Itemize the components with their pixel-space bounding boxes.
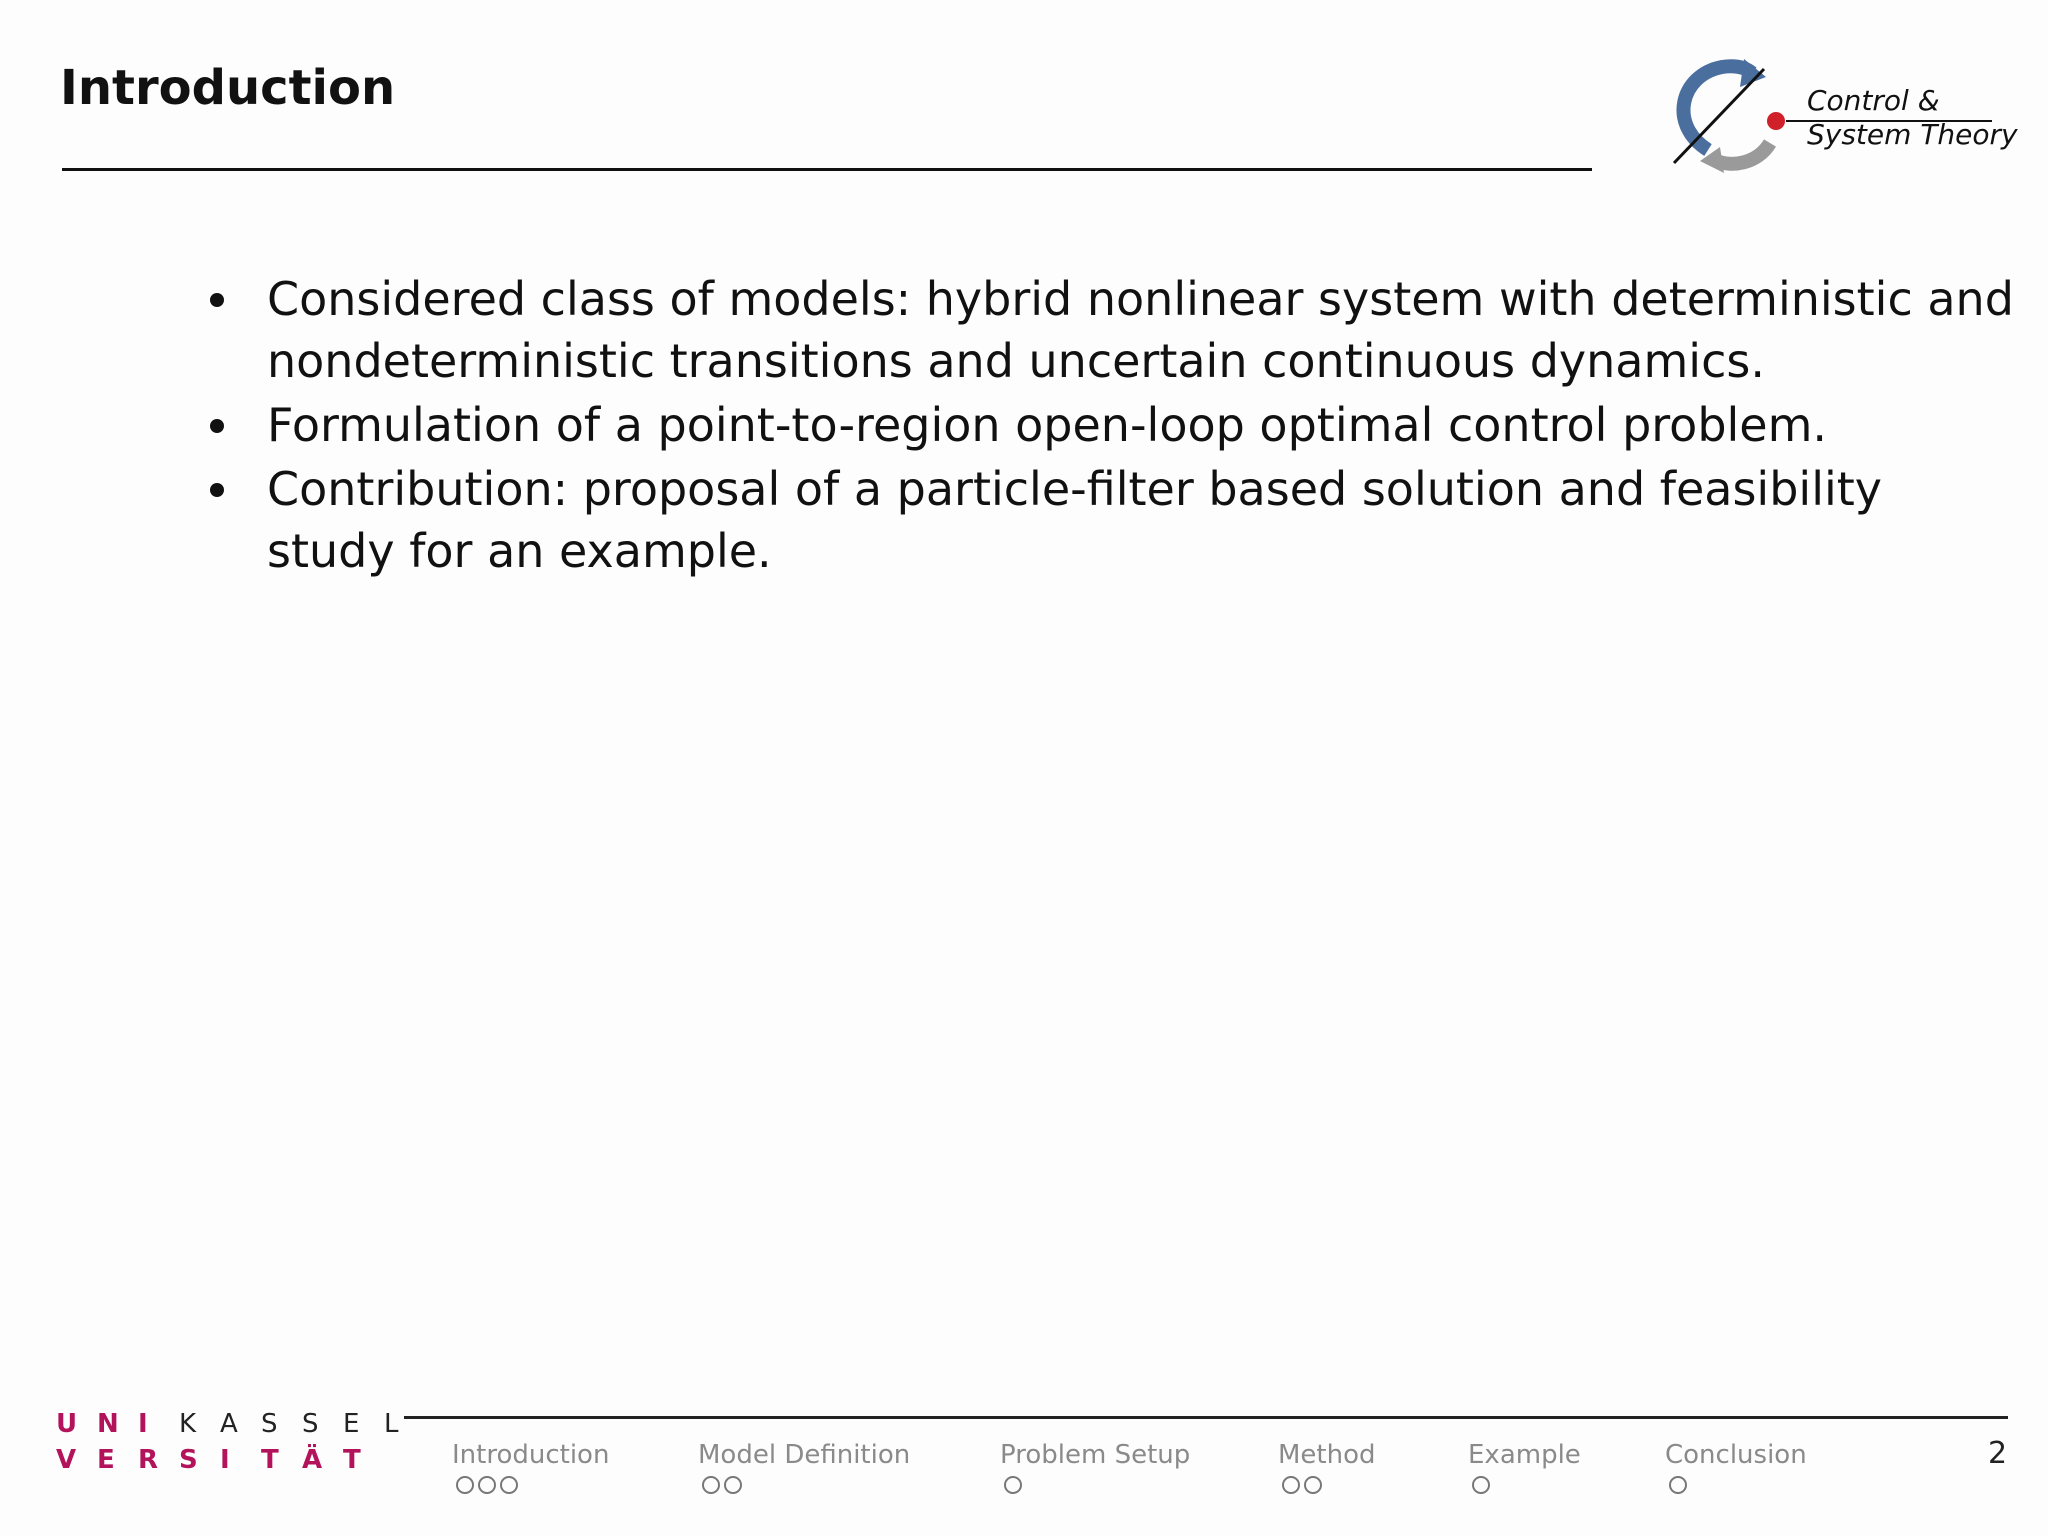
logo-letter: E bbox=[97, 1445, 115, 1475]
bullet-list bbox=[200, 268, 2014, 584]
university-logo-row1 bbox=[56, 1406, 425, 1442]
nav-dots bbox=[1472, 1476, 1581, 1494]
logo-letter: S bbox=[261, 1409, 278, 1439]
logo-letter: V bbox=[56, 1445, 77, 1475]
nav-dots bbox=[1004, 1476, 1190, 1494]
nav-section-introduction[interactable] bbox=[452, 1440, 609, 1494]
nav-label[interactable]: Conclusion bbox=[1665, 1440, 1807, 1470]
logo-text-line2: System Theory bbox=[1807, 118, 2018, 151]
nav-dot-icon[interactable] bbox=[1282, 1476, 1300, 1494]
nav-dot-icon[interactable] bbox=[478, 1476, 496, 1494]
bullet-item bbox=[200, 458, 1920, 582]
bullet-line: nondeterministic transitions and uncertain continuous dynamics. bbox=[267, 334, 1765, 388]
bullet-icon bbox=[210, 419, 224, 433]
nav-label[interactable]: Example bbox=[1468, 1440, 1581, 1470]
bullet-icon bbox=[210, 483, 224, 497]
nav-dot-icon[interactable] bbox=[500, 1476, 518, 1494]
bullet-line: Considered class of models: hybrid nonlinear system with deterministic and bbox=[267, 272, 2014, 326]
nav-section-conclusion[interactable] bbox=[1665, 1440, 1807, 1494]
university-logo-row2 bbox=[56, 1442, 425, 1478]
nav-section-model-definition[interactable] bbox=[698, 1440, 910, 1494]
bullet-icon bbox=[210, 293, 224, 307]
logo-letter: T bbox=[343, 1445, 361, 1475]
bullet-item bbox=[200, 394, 1920, 456]
logo-letter: S bbox=[302, 1409, 319, 1439]
logo-letter: I bbox=[220, 1445, 230, 1475]
page-number: 2 bbox=[1988, 1436, 2008, 1471]
logo-letter: R bbox=[138, 1445, 159, 1475]
logo-letter: U bbox=[56, 1409, 78, 1439]
nav-label[interactable]: Method bbox=[1278, 1440, 1376, 1470]
nav-label[interactable]: Introduction bbox=[452, 1440, 610, 1470]
nav-dot-icon[interactable] bbox=[1304, 1476, 1322, 1494]
nav-dots bbox=[702, 1476, 910, 1494]
nav-section-example[interactable] bbox=[1468, 1440, 1581, 1494]
university-logo bbox=[56, 1406, 425, 1478]
bullet-line: Contribution: proposal of a particle-filter based solution and feasibility bbox=[267, 462, 1883, 516]
nav-section-problem-setup[interactable] bbox=[1000, 1440, 1190, 1494]
logo-text bbox=[1807, 84, 2018, 152]
header-rule bbox=[62, 168, 1592, 171]
logo-letter: S bbox=[179, 1445, 198, 1475]
bullet-line: study for an example. bbox=[267, 524, 772, 578]
nav-dots bbox=[456, 1476, 609, 1494]
frame-title: Introduction bbox=[60, 60, 396, 116]
bullet-line: Formulation of a point-to-region open-loop optimal control problem. bbox=[267, 398, 1828, 452]
logo-letter: Ä bbox=[302, 1445, 323, 1475]
logo-letter: I bbox=[138, 1409, 148, 1439]
nav-dot-icon[interactable] bbox=[1004, 1476, 1022, 1494]
nav-dot-icon[interactable] bbox=[1472, 1476, 1490, 1494]
logo-letter: A bbox=[220, 1409, 238, 1439]
nav-dot-icon[interactable] bbox=[456, 1476, 474, 1494]
nav-label[interactable]: Problem Setup bbox=[1000, 1440, 1191, 1470]
logo-letter: T bbox=[261, 1445, 279, 1475]
nav-label[interactable]: Model Definition bbox=[698, 1440, 911, 1470]
logo-letter: N bbox=[97, 1409, 119, 1439]
nav-dot-icon[interactable] bbox=[724, 1476, 742, 1494]
logo-text-line1: Control & bbox=[1807, 84, 1940, 117]
nav-section-method[interactable] bbox=[1278, 1440, 1376, 1494]
nav-dot-icon[interactable] bbox=[1669, 1476, 1687, 1494]
nav-dots bbox=[1282, 1476, 1376, 1494]
nav-dot-icon[interactable] bbox=[702, 1476, 720, 1494]
nav-dots bbox=[1669, 1476, 1807, 1494]
logo-letter: E bbox=[343, 1409, 360, 1439]
logo-letter: K bbox=[179, 1409, 197, 1439]
bullet-item bbox=[200, 268, 2014, 392]
logo-letter: L bbox=[384, 1409, 399, 1439]
footer-rule bbox=[404, 1416, 2008, 1419]
red-dot-icon bbox=[1767, 112, 1785, 130]
